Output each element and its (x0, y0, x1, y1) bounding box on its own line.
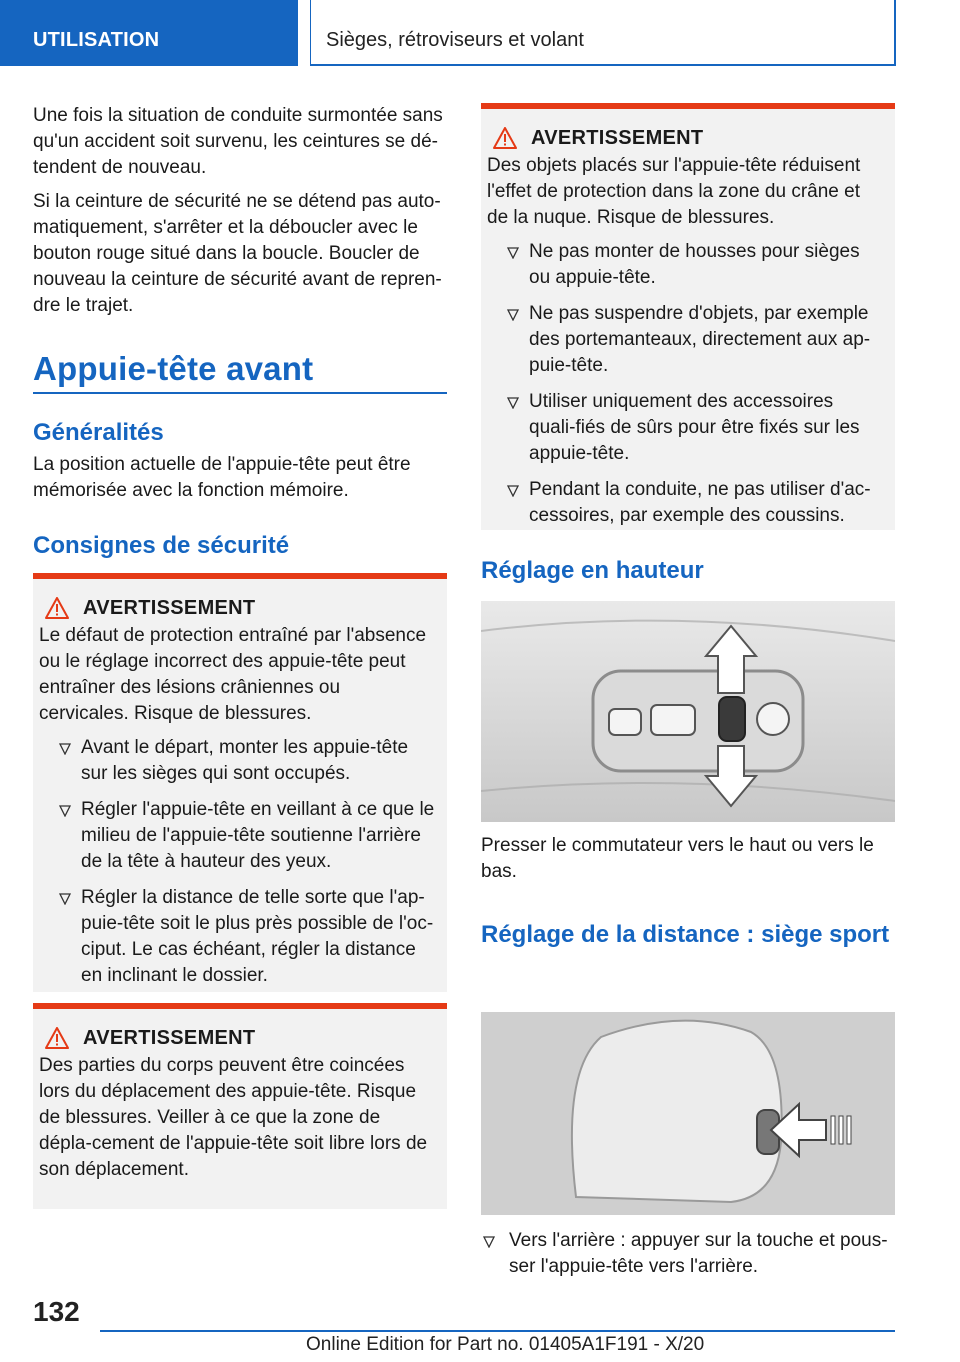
intro-paragraph-1: Une fois la situation de conduite surmontée sans qu'un accident soit survenu, les ceintures se dé-tendent de nouveau. (33, 105, 443, 178)
general-section (33, 418, 447, 512)
bullet-triangle-icon (59, 805, 71, 817)
left-column (33, 103, 447, 327)
warning-box-3 (481, 103, 895, 530)
warning-triangle-icon (493, 127, 517, 149)
warning-triangle-icon (45, 597, 69, 619)
list-item: Régler l'appuie-tête en veillant à ce que le milieu de l'appuie-tête soutienne l'arrière de la tête à hauteur des yeux. (59, 797, 435, 875)
chapter-tab (310, 0, 896, 66)
height-section (481, 833, 895, 893)
bullet-triangle-icon (507, 247, 519, 259)
warning-text: Le défaut de protection entraîné par l'absence ou le réglage incorrect des appuie-tête peut entraîner des lésions crâniennes ou cervicales. Risque de blessures. (39, 625, 427, 724)
intro-paragraph-2: Si la ceinture de sécurité ne se détend pas auto-matiquement, s'arrêter et la déboucler avec le bouton rouge situé dans la boucle. Boucler de nouveau la ceinture de sécurité avant de repren-dre le trajet. (33, 191, 442, 316)
list-item: Avant le départ, monter les appuie-tête sur les sièges qui sont occupés. (59, 735, 435, 787)
page-number: 132 (33, 1296, 80, 1327)
warning-title: AVERTISSEMENT (83, 596, 256, 619)
height-paragraph: Presser le commutateur vers le haut ou vers le bas. (481, 835, 874, 882)
warning-title: AVERTISSEMENT (83, 1026, 256, 1049)
page-heading (33, 350, 447, 394)
list-item: Vers l'arrière : appuyer sur la touche et pous-ser l'appuie-tête vers l'arrière. (481, 1228, 895, 1280)
heading-appuie-tete: Appuie-tête avant (33, 350, 314, 387)
warning-triangle-icon (45, 1027, 69, 1049)
edition-note: Online Edition for Part no. 01405A1F191 - X/20 (306, 1334, 705, 1355)
seat-switch-illustration (481, 601, 895, 822)
section-tab (0, 0, 298, 66)
distance-list (481, 1228, 895, 1280)
bullet-triangle-icon (507, 397, 519, 409)
heading-generalites: Généralités (33, 419, 164, 446)
chapter-title: Sièges, rétroviseurs et volant (326, 29, 584, 51)
list-item: Ne pas monter de housses pour sièges ou appuie-tête. (507, 239, 883, 291)
bullet-triangle-icon (59, 743, 71, 755)
bullet-triangle-icon (59, 893, 71, 905)
warning-text: Des objets placés sur l'appuie-tête réduisent l'effet de protection dans la zone du crâne et de la nuque. Risque de blessures. (487, 155, 861, 228)
warning-box-1 (33, 573, 447, 992)
general-paragraph: La position actuelle de l'appuie-tête peut être mémorisée avec la fonction mémoire. (33, 454, 411, 501)
heading-reglage-hauteur: Réglage en hauteur (481, 557, 704, 584)
heading-consignes: Consignes de sécurité (33, 532, 290, 559)
warning-text: Des parties du corps peuvent être coincées lors du déplacement des appuie-tête. Risque de blessures. Veiller à ce que la zone de dépla-cement de l'appuie-tête soit libre lors de son déplacement. (39, 1055, 428, 1180)
section-title: UTILISATION (33, 29, 160, 51)
list-item: Pendant la conduite, ne pas utiliser d'ac-cessoires, par exemple des coussins. (507, 477, 883, 529)
heading-reglage-distance: Réglage de la distance : siège sport (481, 921, 890, 948)
warning-list (481, 239, 895, 529)
bullet-triangle-icon (483, 1236, 495, 1248)
list-item: Utiliser uniquement des accessoires quali-fiés de sûrs pour être fixés sur les appuie-tête. (507, 389, 883, 467)
bullet-triangle-icon (507, 309, 519, 321)
warning-title: AVERTISSEMENT (531, 126, 704, 149)
headrest-illustration (481, 1012, 895, 1215)
list-item: Régler la distance de telle sorte que l'ap-puie-tête soit le plus près possible de l'oc-ciput. Le cas échéant, régler la distance en inclinant le dossier. (59, 885, 435, 989)
warning-list (33, 735, 447, 989)
footer-rule (100, 1330, 895, 1332)
list-item: Ne pas suspendre d'objets, par exemple des portemanteaux, directement aux ap-puie-tête. (507, 301, 883, 379)
bullet-triangle-icon (507, 485, 519, 497)
warning-box-2 (33, 1003, 447, 1209)
